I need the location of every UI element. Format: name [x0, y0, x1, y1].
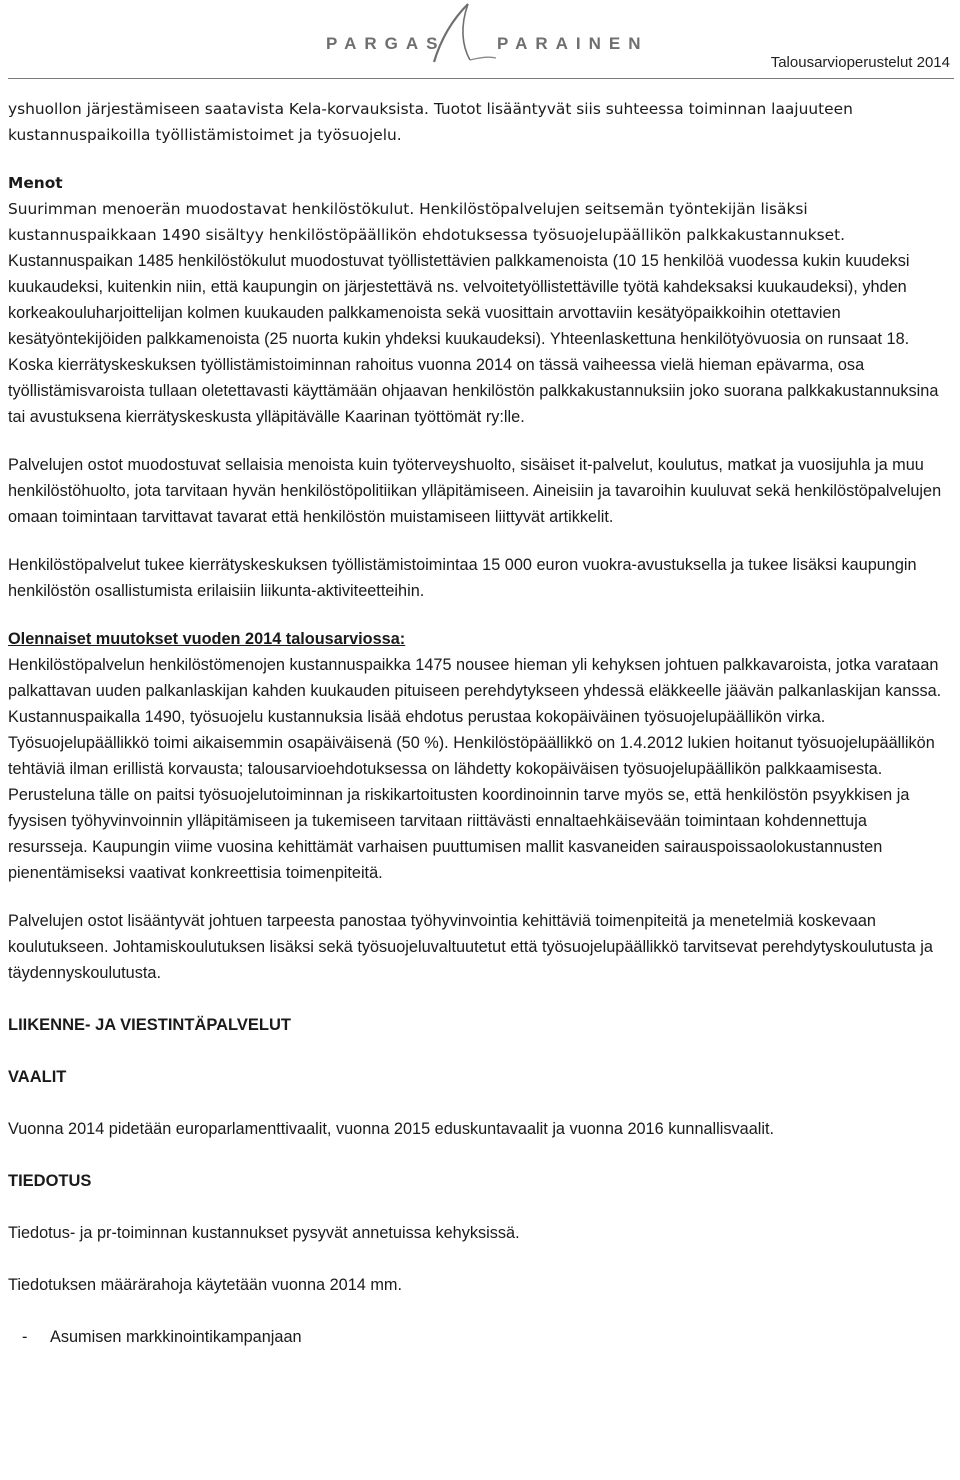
logo-text-parainen: PARAINEN	[497, 34, 649, 53]
header-divider	[8, 78, 954, 79]
heading-vaalit: VAALIT	[8, 1068, 67, 1086]
paragraph-henkilostokulut	[8, 196, 948, 430]
paragraph-vuokra-avustus: Henkilöstöpalvelut tukee kierrätyskeskuksen työllistämistoimintaa 15 000 euron vuokra-avustuksella ja tukee lisäksi kaupungin henkilöstön osallistumista erilaisiin liikunta-aktiviteetteihin.	[8, 556, 917, 600]
page-header	[0, 0, 960, 80]
paragraph-palvelujen-ostot: Palvelujen ostot muodostuvat sellaisia menoista kuin työterveyshuolto, sisäiset it-palvelut, koulutus, matkat ja vuosijuhla ja muu henkilöstöhuolto, jota tarvitaan hyvän henkilöstöpolitiikan ylläpitämiseen. Aineisiin ja tavaroihin kuuluvat sekä henkilöstöpalvelujen omaan toimintaan tarvittavat tavarat että henkilöstön muistamiseen liittyvät artikkelit.	[8, 456, 942, 526]
paragraph-henkilostokulut-part1: Suurimman menoerän muodostavat henkilöstökulut. Henkilöstöpalvelujen seitsemän työntekijän lisäksi kustannuspaikkaan 1490 sisältyy henkilöstöpäällikön ehdotuksessa työsuojelupäällikön palkkakustannukset.	[8, 200, 846, 244]
heading-liikenne-viestinta: LIIKENNE- JA VIESTINTÄPALVELUT	[8, 1016, 291, 1034]
section-heading-menot: Menot	[8, 174, 63, 192]
document-title: Talousarvioperustelut 2014	[770, 54, 950, 71]
paragraph-muutokset: Henkilöstöpalvelun henkilöstömenojen kustannuspaikka 1475 nousee hieman yli kehyksen johtuen palkkavaroista, jotka varataan palkattavan uuden palkanlaskijan kahden kuukauden pituiseen perehdytykseen yhdessä eläkkeelle jäävän palkanlaskijan kanssa. Kustannuspaikalla 1490, työsuojelu kustannuksia lisää ehdotus perustaa kokopäiväinen työsuojelupäällikön virka. Työsuojelupäällikkö toimi aikaisemmin osapäiväisenä (50 %). Henkilöstöpäällikkö on 1.4.2012 lukien hoitanut työsuojelupäällikön tehtäviä ilman erillistä korvausta; talousarvioehdotuksessa on lähdetty kokopäiväisen työsuojelupäällikön palkkaamisesta. Perusteluna tälle on paitsi työsuojelutoiminnan ja riskikartoitusten koordinoinnin tarve myös se, että henkilöstön psyykkisen ja fyysisen työhyvinvoinnin ylläpitämiseen ja tukemiseen tarvitaan riittävästi ennaltaehkäisevään toimintaan kohdennettuja resursseja. Kaupungin viime vuosina kehittämät varhaisen puuttumisen mallit kasvaneiden sairauspoissaolokustannusten pienentämiseksi vaativat konkreettisia toimenpiteitä.	[8, 656, 942, 882]
paragraph-vaalit: Vuonna 2014 pidetään europarlamenttivaalit, vuonna 2015 eduskuntavaalit ja vuonna 2016 kunnallisvaalit.	[8, 1120, 775, 1138]
document-body	[8, 96, 948, 1350]
paragraph-henkilostokulut-part2: Kustannuspaikan 1485 henkilöstökulut muodostuvat työllistettävien palkkamenoista (10 15 henkilöä vuodessa kukin kuudeksi kuukaudeksi, kuitenkin niin, että kaupungin on järjestettävä ns. velvoitetyöllistettäville työtä kahdeksaksi kuukaudeksi), yhden korkeakouluharjoittelijan kolmen kuukauden palkkamenoista sekä vuosittain arvottaviin kesätyöpaikkoihin otettavien kesätyöntekijöiden palkkamenoista (25 nuorta kukin yhdeksi kuukaudeksi). Yhteenlaskettuna henkilötyövuosia on runsaat 18. Koska kierrätyskeskuksen työllistämistoiminnan rahoitus vuonna 2014 on tässä vaiheessa vielä hieman epävarma, osa työllistämisvaroista tullaan oletettavasti käyttämään ohjaavan henkilöstön palkkakustannuksiin joko suorana palkkakustannuksina tai avustuksena kierrätyskeskusta ylläpitävälle Kaarinan työttömät ry:lle.	[8, 252, 939, 426]
sail-logo-icon	[430, 2, 500, 64]
heading-tiedotus: TIEDOTUS	[8, 1172, 92, 1190]
logo-text-pargas: PARGAS	[326, 34, 446, 53]
list-dash: -	[22, 1328, 28, 1346]
list-item-text: Asumisen markkinointikampanjaan	[50, 1328, 302, 1346]
section-heading-muutokset: Olennaiset muutokset vuoden 2014 talousarviossa:	[8, 630, 406, 648]
paragraph-tiedotus-kehys: Tiedotus- ja pr-toiminnan kustannukset pysyvät annetuissa kehyksissä.	[8, 1224, 520, 1242]
paragraph-koulutus: Palvelujen ostot lisääntyvät johtuen tarpeesta panostaa työhyvinvointia kehittäviä toimenpiteitä ja menetelmiä koskevaan koulutukseen. Johtamiskoulutuksen lisäksi sekä työsuojeluvaltuutetut että työsuojelupäällikkö tarvitsevat perehdytyskoulutusta ja täydennyskoulutusta.	[8, 912, 933, 982]
list-item	[8, 1324, 948, 1350]
paragraph-kela: yshuollon järjestämiseen saatavista Kela-korvauksista. Tuotot lisääntyvät siis suhteessa toiminnan laajuuteen kustannuspaikoilla työllistämistoimet ja työsuojelu.	[8, 100, 853, 144]
paragraph-maararahat: Tiedotuksen määrärahoja käytetään vuonna 2014 mm.	[8, 1276, 403, 1294]
